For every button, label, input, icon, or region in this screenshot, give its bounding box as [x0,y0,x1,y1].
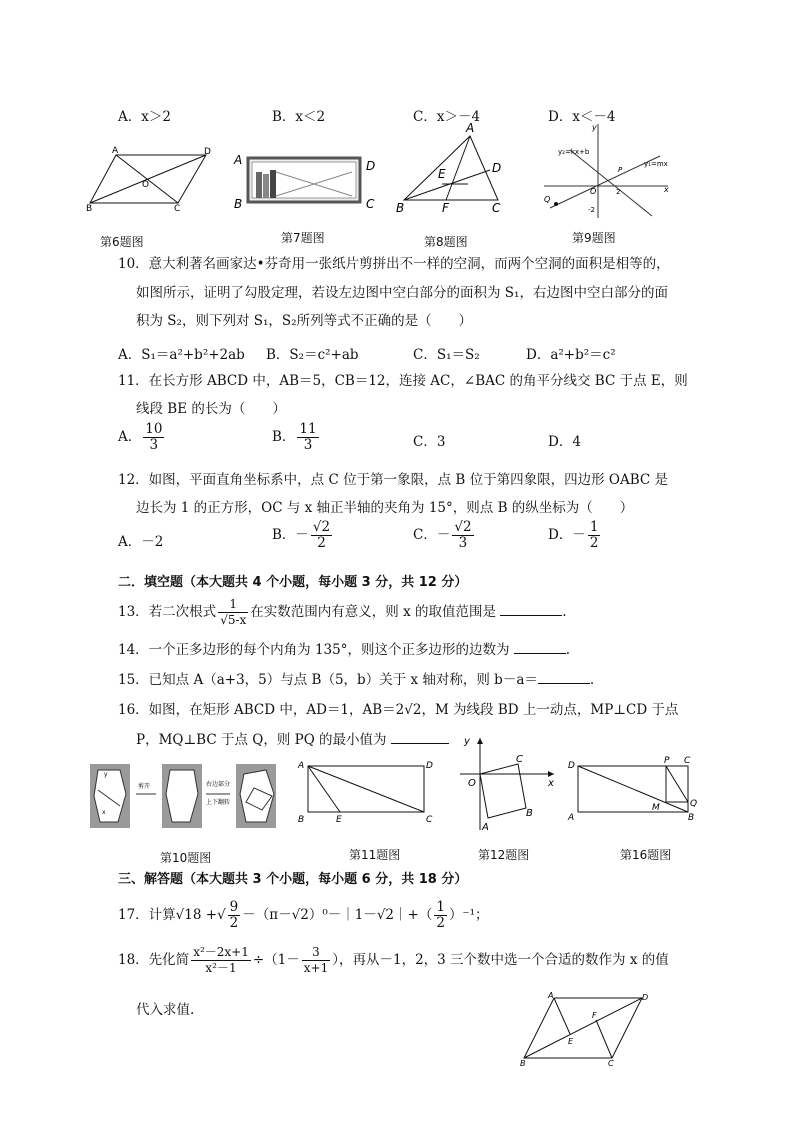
q18-line2: 代入求值. [136,1002,195,1018]
figure-11 [296,758,438,824]
svg-text:P: P [618,166,623,174]
figure-6 [86,145,216,215]
svg-text:B: B [688,813,695,823]
svg-text:y₂=kx+b: y₂=kx+b [558,148,590,156]
svg-text:右边部分: 右边部分 [206,781,231,788]
figure-8 [392,120,512,216]
svg-text:D: D [426,761,433,771]
q12-option-a: A．－2 [118,534,164,550]
option-d: D．x＜－4 [548,109,616,125]
svg-text:A: A [548,991,554,1000]
svg-text:C: C [684,756,691,766]
svg-text:y: y [104,771,108,778]
caption-fig11: 第11题图 [349,848,401,862]
svg-text:2: 2 [616,188,621,196]
svg-text:Q: Q [544,195,551,204]
option-c: C．x＞－4 [413,109,481,125]
q18-line1: 18．先化简 $\frac{\text{x²－2x+1}}{\text{x²－1}}$ ÷（1－ $\frac{3}{x+1}$ ），再从－1，2，3 三个数中选一个合适的数作为 x 的值 [118,945,669,975]
svg-text:C: C [492,201,501,215]
q11-option-c: C．3 [413,434,446,450]
q11-option-d: D．4 [548,434,581,450]
svg-text:A: A [112,146,119,156]
svg-text:E: E [568,1037,574,1046]
q16-line1: 16．如图，在矩形 ABCD 中，AD＝1，AB＝2√2，M 为线段 BD 上一动点，MP⊥CD 于点 [118,702,679,718]
q11-line1: 11．在长方形 ABCD 中，AB＝5，CB＝12，连接 AC，∠BAC 的角平分线交 BC 于点 E，则 [118,373,688,389]
svg-text:C: C [366,197,375,211]
svg-text:F: F [442,201,449,215]
svg-text:B: B [396,201,405,215]
svg-text:F: F [592,1011,597,1020]
svg-text:D: D [366,159,376,173]
svg-text:x: x [548,778,554,789]
svg-text:B: B [234,197,243,211]
svg-text:A: A [482,822,489,833]
figure-9 [540,120,680,220]
svg-text:x: x [102,809,106,816]
section-3-heading: 三、解答题（本大题共 3 个小题，每小题 6 分，共 18 分） [118,872,468,887]
q10-option-d: D．a²+b²＝c² [526,347,616,363]
svg-text:C: C [426,815,433,824]
svg-text:B: B [298,815,305,824]
caption-fig8: 第8题图 [424,235,468,249]
q13: 13．若二次根式 $\frac{1}{√5-x}$ 在实数范围内有意义，则 x 的取值范围是 . [118,597,567,627]
q11-option-b: B． $\frac{11}{3}$ [272,421,317,453]
q10-option-b: B．S₂＝c²+ab [266,347,359,363]
q12-option-c: C．－ $\frac{√2}{3}$ [413,519,472,551]
q11-line2: 线段 BE 的长为（ ） [136,401,286,417]
svg-text:C: C [174,204,181,214]
q10-option-c: C．S₁＝S₂ [413,347,480,363]
svg-text:A: A [466,121,475,135]
svg-text:O: O [142,180,150,190]
caption-fig16: 第16题图 [620,848,672,862]
svg-text:y: y [464,736,470,747]
q12-option-b: B．－ $\frac{√2}{2}$ [272,519,331,551]
svg-text:A: A [234,153,243,167]
svg-text:B: B [86,204,93,214]
figure-16 [566,754,700,824]
svg-text:O: O [468,778,476,789]
q15: 15．已知点 A（a+3，5）与点 B（5，b）关于 x 轴对称，则 b－a＝ . [118,672,595,688]
svg-text:D: D [568,761,575,771]
svg-text:上下翻转: 上下翻转 [206,799,231,806]
q10-option-a: A．S₁＝a²+b²+2ab [118,347,245,363]
option-a: A．x＞2 [118,109,171,125]
q14: 14．一个正多边形的每个内角为 135°，则这个正多边形的边数为 . [118,642,571,658]
svg-text:D: D [642,993,649,1002]
caption-fig7: 第7题图 [281,231,325,245]
q10-line1: 10．意大利著名画家达•芬奇用一张纸片剪拼出不一样的空洞，而两个空洞的面积是相等的， [118,256,670,272]
figure-10 [90,760,280,832]
section-2-heading: 二．填空题（本大题共 4 个小题，每小题 3 分，共 12 分） [118,575,468,590]
q10-line3: 积为 S₂，则下列对 S₁，S₂所列等式不正确的是（ ） [136,313,473,329]
caption-fig10: 第10题图 [160,851,212,865]
svg-text:E: E [438,167,446,181]
q12-option-d: D．－ $\frac{1}{2}$ [548,519,599,551]
svg-text:A: A [298,761,305,771]
caption-fig12: 第12题图 [478,848,530,862]
svg-text:y: y [592,123,597,132]
q10-line2: 如图所示，证明了勾股定理，若设左边图中空白部分的面积为 S₁，右边图中空白部分的面 [136,285,668,301]
q12-line1: 12．如图，平面直角坐标系中，点 C 位于第一象限，点 B 位于第四象限，四边形 OABC 是 [118,472,668,488]
figure-12 [456,734,560,834]
caption-fig9: 第9题图 [572,231,616,245]
q11-option-a: A． $\frac{10}{3}$ [118,421,163,453]
q12-line2: 边长为 1 的正方形，OC 与 x 轴正半轴的夹角为 15°，则点 B 的纵坐标为（ ） [136,500,634,516]
svg-text:D: D [204,147,211,157]
figure-q19 [516,990,656,1070]
svg-text:O: O [590,187,597,196]
svg-text:E: E [336,815,342,824]
svg-text:B: B [520,1059,526,1068]
svg-text:Q: Q [690,799,698,809]
figure-7 [232,150,380,212]
option-b: B．x＜2 [272,109,326,125]
q16-line2: P，MQ⊥BC 于点 Q，则 PQ 的最小值为 [136,730,449,750]
svg-text:y₁=mx: y₁=mx [644,160,668,168]
q17: 17．计算√18 +√ $\frac{9}{2}$ －（π－√2）⁰－｜1－√2｜+（ $\frac{1}{2}$ ）⁻¹； [118,899,489,931]
svg-text:x: x [664,185,669,194]
svg-text:-2: -2 [588,206,595,214]
caption-fig6: 第6题图 [100,235,144,249]
svg-text:D: D [492,161,502,175]
svg-text:A: A [568,813,575,823]
svg-text:剪开: 剪开 [138,783,151,790]
svg-text:C: C [516,754,523,765]
svg-text:C: C [608,1059,614,1068]
svg-text:M: M [652,803,660,813]
svg-text:P: P [664,756,670,766]
svg-text:B: B [526,808,533,819]
